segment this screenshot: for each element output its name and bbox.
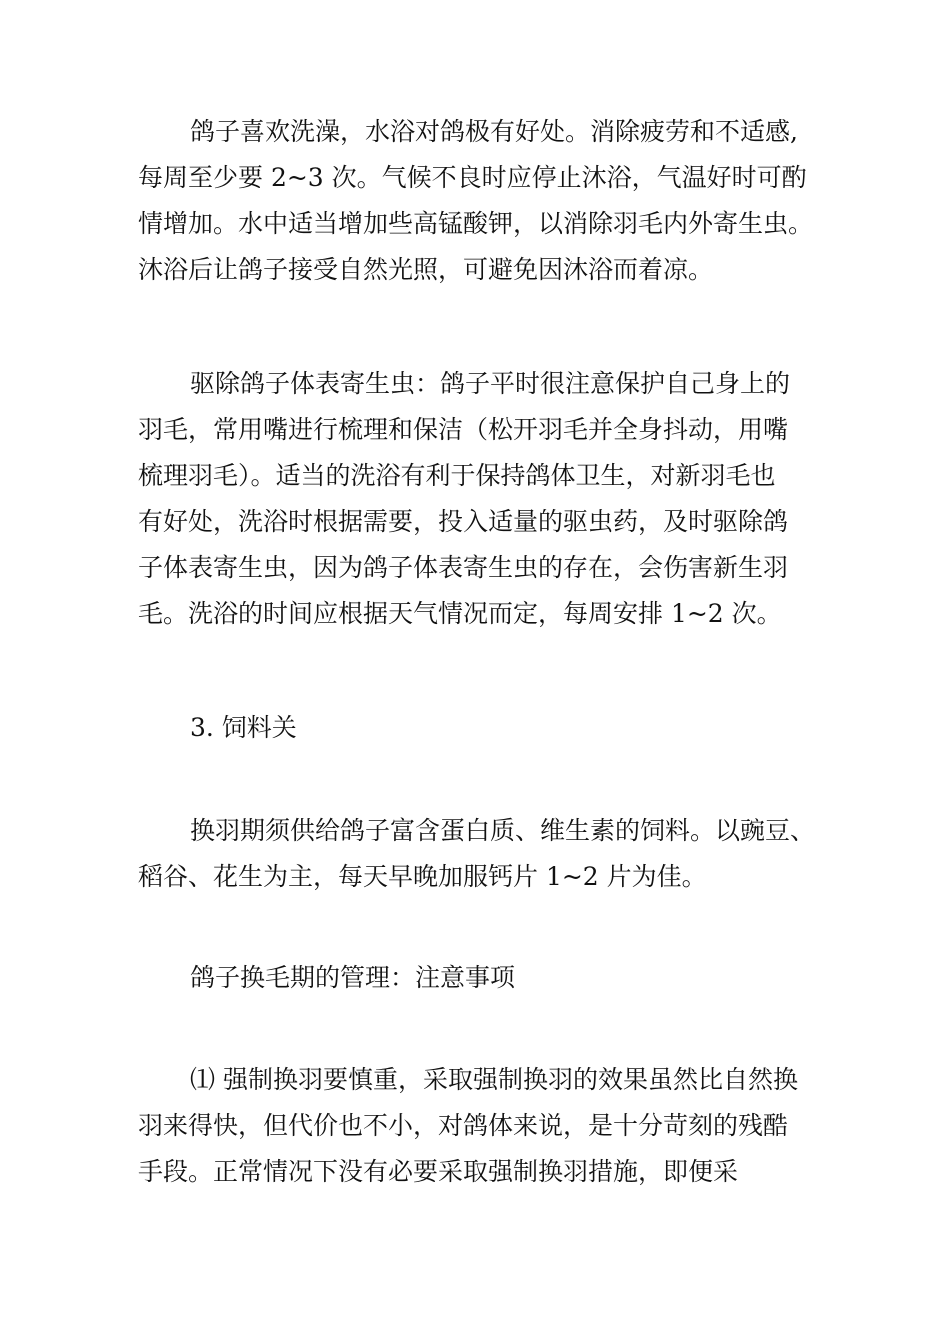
section-heading-notes (138, 955, 828, 1001)
text-line: 驱除鸽子体表寄生虫：鸽子平时很注意保护自己身上的 (190, 369, 791, 398)
paragraph-parasites (138, 361, 828, 637)
text-line: 鸽子换毛期的管理：注意事项 (190, 963, 516, 992)
text-line: 羽毛，常用嘴进行梳理和保洁（松开羽毛并全身抖动，用嘴 (138, 415, 789, 444)
paragraph-bathing (138, 109, 828, 293)
text-line: 子体表寄生虫，因为鸽子体表寄生虫的存在，会伤害新生羽 (138, 553, 789, 582)
text-line: 3. 饲料关 (190, 713, 297, 742)
text-line: ⑴ 强制换羽要慎重，采取强制换羽的效果虽然比自然换 (190, 1065, 798, 1094)
text-line: 沐浴后让鸽子接受自然光照，可避免因沐浴而着凉。 (138, 255, 714, 284)
text-line: 鸽子喜欢洗澡，水浴对鸽极有好处。消除疲劳和不适感, (190, 117, 798, 146)
text-line: 每周至少要 2~3 次。气候不良时应停止沐浴，气温好时可酌 (138, 163, 807, 192)
paragraph-forced-molt (138, 1057, 828, 1195)
text-line: 稻谷、花生为主，每天早晚加服钙片 1~2 片为佳。 (138, 862, 707, 891)
text-line: 梳理羽毛）。适当的洗浴有利于保持鸽体卫生，对新羽毛也 (138, 461, 776, 490)
paragraph-feed (138, 808, 828, 900)
text-line: 羽来得快，但代价也不小，对鸽体来说，是十分苛刻的残酷 (138, 1111, 789, 1140)
text-line: 换羽期须供给鸽子富含蛋白质、维生素的饲料。以豌豆、 (190, 816, 816, 845)
text-line: 有好处，洗浴时根据需要，投入适量的驱虫药，及时驱除鸽 (138, 507, 789, 536)
text-line: 情增加。水中适当增加些高锰酸钾，以消除羽毛内外寄生虫。 (138, 209, 814, 238)
text-line: 毛。洗浴的时间应根据天气情况而定，每周安排 1~2 次。 (138, 599, 782, 628)
section-heading-feed (138, 705, 828, 751)
text-line: 手段。正常情况下没有必要采取强制换羽措施，即便采 (138, 1157, 739, 1186)
